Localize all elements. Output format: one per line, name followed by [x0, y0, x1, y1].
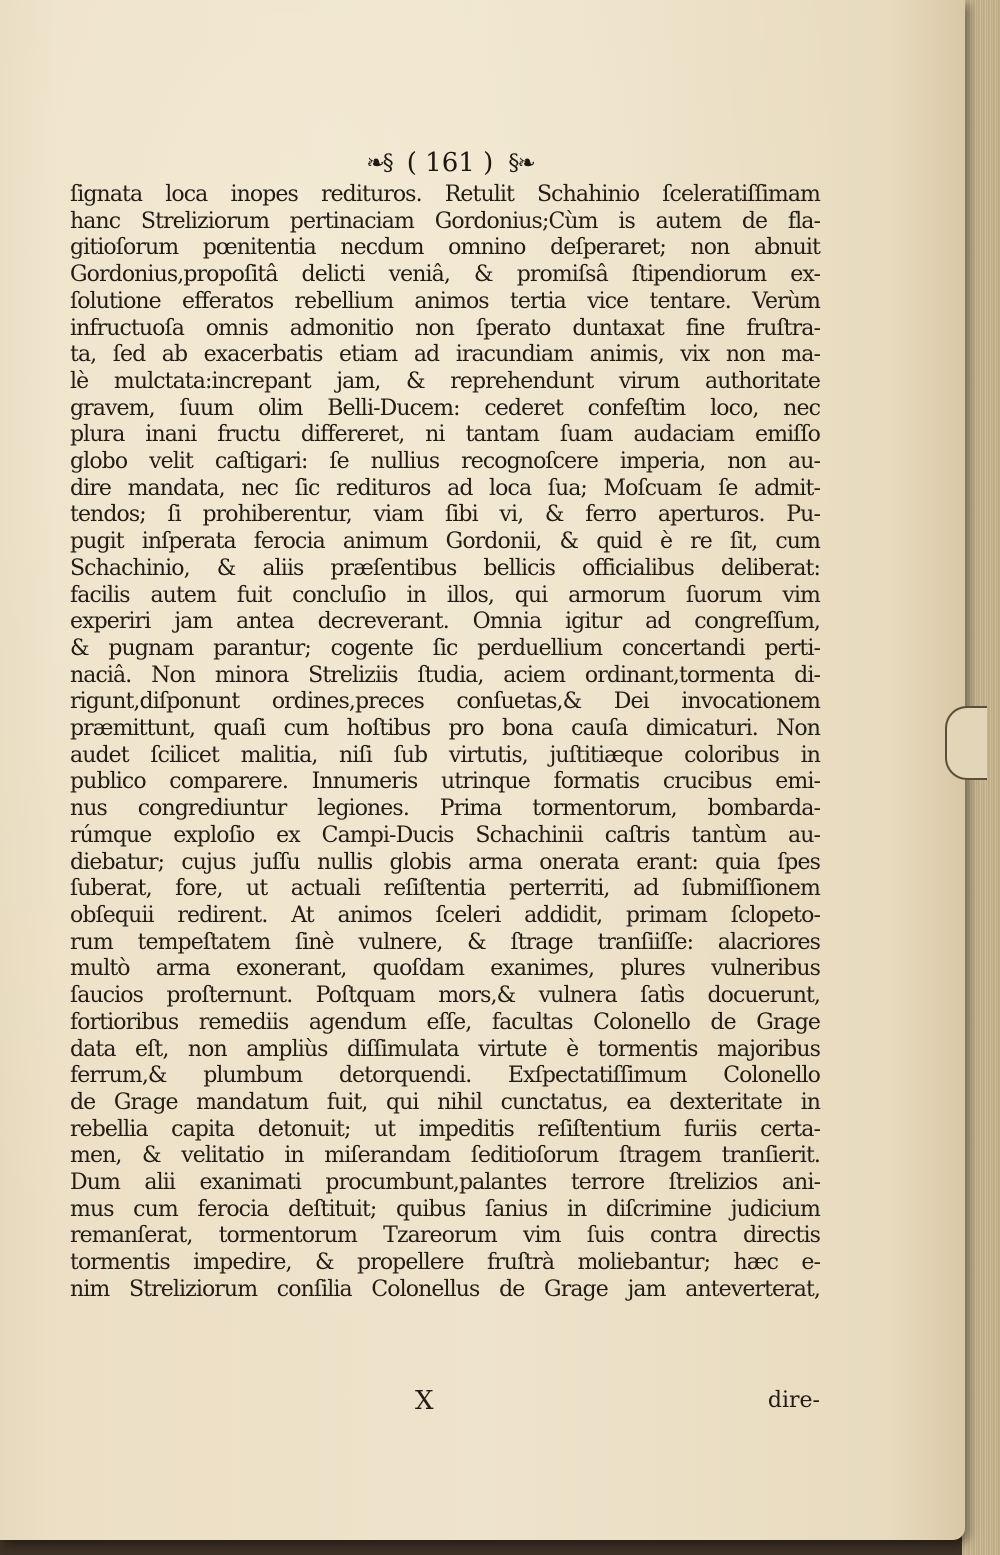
text-line: obſequii redirent. At animos ſceleri addidit, primam ſclopeto-	[70, 902, 820, 928]
text-line: rigunt,diſponunt ordines,preces conſuetas,& Dei invocationem	[70, 689, 820, 715]
text-line: nus congrediuntur legiones. Prima tormentorum, bombarda-	[70, 796, 820, 822]
index-tab	[945, 706, 987, 780]
text-line: hanc Streliziorum pertinaciam Gordonius;Cùm is autem de fla-	[70, 208, 820, 234]
text-line: experiri jam antea decreverant. Omnia igitur ad congreſſum,	[70, 609, 820, 635]
text-line: diebatur; cujus juſſu nullis globis arma onerata erant: quia ſpes	[70, 849, 820, 875]
text-line: multò arma exonerant, quoſdam exanimes, plures vulneribus	[70, 956, 820, 982]
text-line: lè mulctata:increpant jam, & reprehendunt virum authoritate	[70, 368, 820, 394]
text-line: Gordonius,propoſitâ delicti veniâ, & promiſsâ ſtipendiorum ex-	[70, 262, 820, 288]
text-line: gitioſorum pœnitentia necdum omnino deſperaret; non abnuit	[70, 235, 820, 261]
text-line: rebellia capita detonuit; ut impeditis reſiſtentium furiis certa-	[70, 1116, 820, 1142]
text-line: naciâ. Non minora Streliziis ſtudia, aciem ordinant,tormenta di-	[70, 662, 820, 688]
text-line: tormentis impedire, & propellere fruſtrà moliebantur; hæc e-	[70, 1250, 820, 1276]
text-line: rúmque exploſio ex Campi-Ducis Schachinii caſtris tantùm au-	[70, 822, 820, 848]
text-line: dire mandata, nec ſic redituros ad loca ſua; Moſcuam ſe admit-	[70, 475, 820, 501]
text-line: Schachinio, & aliis præſentibus bellicis officialibus deliberat:	[70, 555, 820, 581]
text-line: nim Streliziorum conſilia Colonellus de Grage jam anteverterat,	[70, 1276, 820, 1302]
text-line: audet ſcilicet malitia, niſi ſub virtutis, juſtitiæque coloribus in	[70, 742, 820, 768]
text-line: ſignata loca inopes redituros. Retulit Schahinio ſceleratiſſimam	[70, 182, 820, 207]
text-line: gravem, ſuum olim Belli-Ducem: cederet confeſtim loco, nec	[70, 395, 820, 421]
text-line: de Grage mandatum fuit, qui nihil cunctatus, ea dexteritate in	[70, 1089, 820, 1115]
header-ornament-right: §❧	[508, 150, 534, 176]
text-line: Dum alii exanimati procumbunt,palantes terrore ſtrelizios ani-	[70, 1170, 820, 1196]
text-line: præmittunt, quaſi cum hoſtibus pro bona cauſa dimicaturi. Non	[70, 716, 820, 742]
text-line: pugit inſperata ferocia animum Gordonii, & quid è re ſit, cum	[70, 529, 820, 555]
catchword: dire-	[767, 1388, 820, 1413]
header-ornament-left: ❧§	[366, 150, 392, 176]
signature-mark: X	[415, 1386, 434, 1416]
text-line: facilis autem fuit concluſio in illos, qui armorum ſuorum vim	[70, 582, 820, 608]
text-line: & pugnam parantur; cogente ſic perduellium concertandi perti-	[70, 635, 820, 661]
text-line: men, & velitatio in miſerandam ſeditioſorum ſtragem tranſierit.	[70, 1143, 820, 1169]
text-line: ſaucios proſternunt. Poſtquam mors,& vulnera ſatìs docuerunt,	[70, 983, 820, 1009]
text-line: mus cum ferocia deſtituit; quibus ſanius in diſcrimine judicium	[70, 1196, 820, 1222]
text-line: plura inani fructu differeret, ni tantam ſuam audaciam emiſſo	[70, 422, 820, 448]
text-line: globo velit caſtigari: ſe nullius recognoſcere imperia, non au-	[70, 449, 820, 475]
text-line: fortioribus remediis agendum eſſe, facultas Colonello de Grage	[70, 1009, 820, 1035]
text-line: ſuberat, fore, ut actuali reſiſtentia perterriti, ad ſubmiſſionem	[70, 876, 820, 902]
text-line: ſolutione efferatos rebellium animos tertia vice tentare. Verùm	[70, 288, 820, 314]
text-line: ferrum,& plumbum detorquendi. Exſpectatiſſimum Colonello	[70, 1063, 820, 1089]
text-line: ta, ſed ab exacerbatis etiam ad iracundiam animis, vix non ma-	[70, 342, 820, 368]
page-number: ( 161 )	[406, 148, 494, 178]
text-line: infructuoſa omnis admonitio non ſperato duntaxat fine fruſtra-	[70, 315, 820, 341]
text-line: data eſt, non ampliùs diſſimulata virtute è tormentis majoribus	[70, 1036, 820, 1062]
text-line: remanſerat, tormentorum Tzareorum vim ſuis contra directis	[70, 1223, 820, 1249]
text-line: rum tempeſtatem ſinè vulnere, & ſtrage tranſiiſſe: alacriores	[70, 929, 820, 955]
text-line: tendos; ſi prohiberentur, viam ſibi vi, & ferro aperturos. Pu-	[70, 502, 820, 528]
page-footer	[70, 1386, 820, 1418]
text-line: publico comparere. Innumeris utrinque formatis crucibus emi-	[70, 769, 820, 795]
body-text	[70, 182, 820, 1304]
